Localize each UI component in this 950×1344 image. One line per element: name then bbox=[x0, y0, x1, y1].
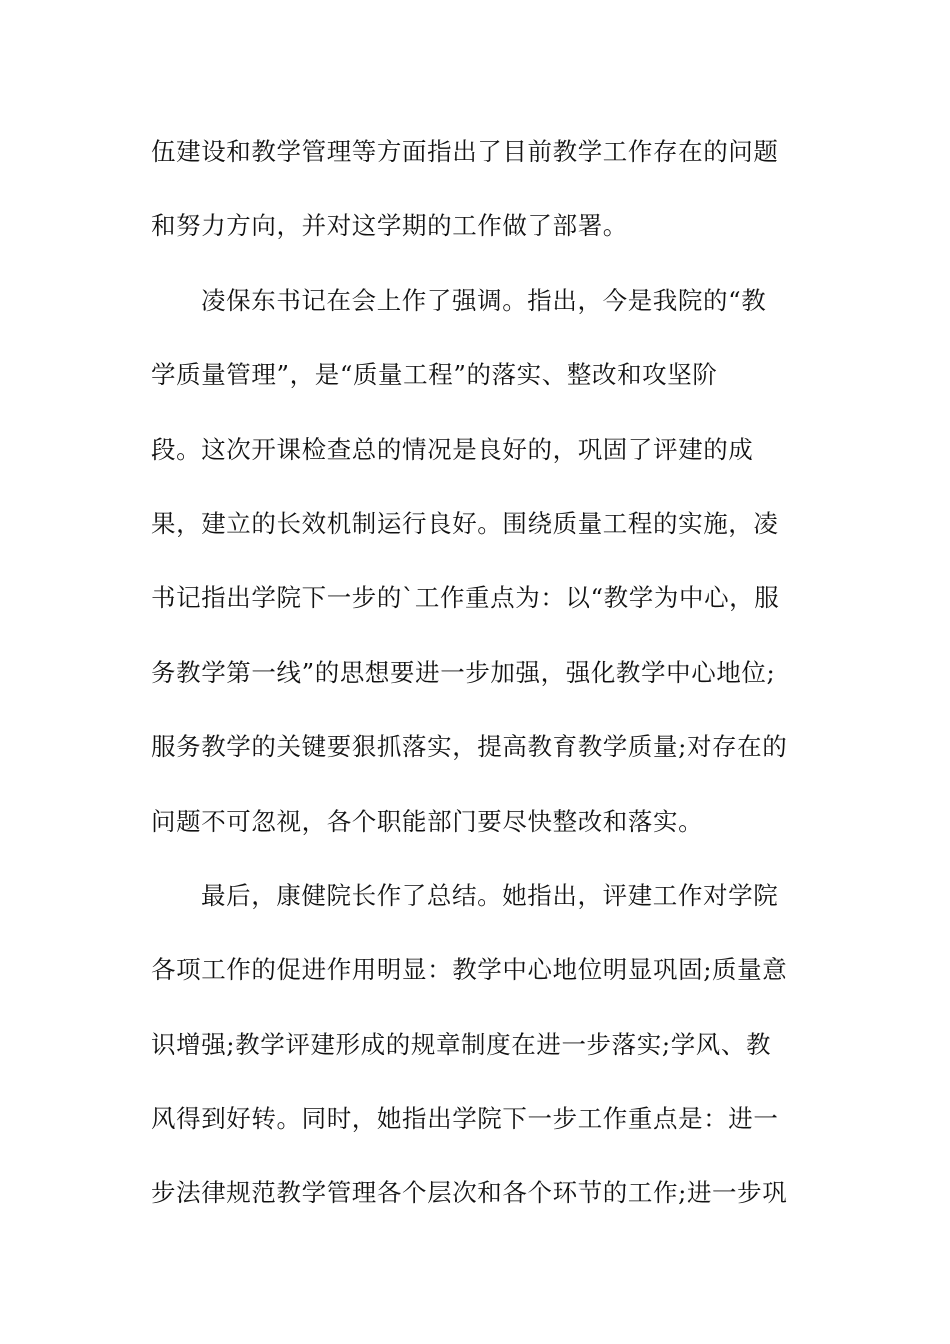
paragraph-start-line: 凌保东书记在会上作了强调。指出，今是我院的“教 bbox=[201, 285, 767, 315]
text-line: 各项工作的促进作用明显：教学中心地位明显巩固;质量意 bbox=[151, 955, 788, 985]
text-line: 伍建设和教学管理等方面指出了目前教学工作存在的问题 bbox=[151, 137, 779, 166]
document-body bbox=[151, 126, 811, 1242]
text-line: 风得到好转。同时，她指出学院下一步工作重点是：进一 bbox=[151, 1104, 779, 1134]
text-line: 学质量管理”，是“质量工程”的落实、整改和攻坚阶 bbox=[151, 360, 718, 390]
paragraph-start-line: 最后，康健院长作了总结。她指出，评建工作对学院 bbox=[201, 880, 779, 910]
text-line: 识增强;教学评建形成的规章制度在进一步落实;学风、教 bbox=[151, 1029, 772, 1059]
text-line: 和努力方向，并对这学期的工作做了部署。 bbox=[151, 211, 628, 241]
text-line: 服务教学的关键要狠抓落实，提高教育教学质量;对存在的 bbox=[151, 732, 788, 762]
text-line: 务教学第一线”的思想要进一步加强，强化教学中心地位; bbox=[151, 657, 776, 687]
text-line: 果，建立的长效机制运行良好。围绕质量工程的实施，凌 bbox=[151, 508, 779, 538]
text-line: 书记指出学院下一步的`工作重点为：以“教学为中心，服 bbox=[151, 583, 780, 613]
text-line: 段。这次开课检查总的情况是良好的，巩固了评建的成 bbox=[151, 434, 754, 464]
text-line: 问题不可忽视，各个职能部门要尽快整改和落实。 bbox=[151, 806, 704, 836]
text-line: 步法律规范教学管理各个层次和各个环节的工作;进一步巩 bbox=[151, 1178, 788, 1208]
